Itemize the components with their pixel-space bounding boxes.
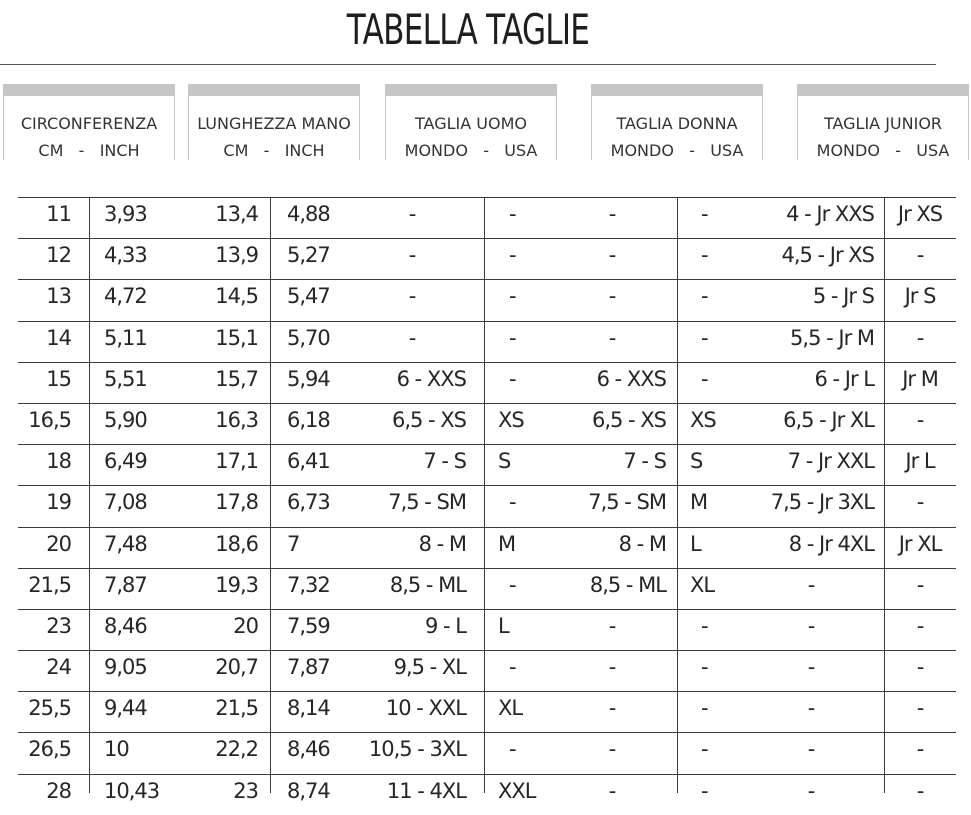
header-taglia-donna xyxy=(591,84,763,160)
cell-lunghezza-inch: 5,70 xyxy=(287,325,330,350)
table-row xyxy=(18,774,956,815)
cell-circonferenza-cm: 19 xyxy=(46,490,71,515)
page-title: TABELLA TAGLIE xyxy=(346,5,590,54)
cell-uomo-mondo: 6 - XXS xyxy=(396,366,466,391)
cell-lunghezza-cm: 21,5 xyxy=(215,696,258,721)
cell-circonferenza-inch: 8,46 xyxy=(104,613,147,638)
size-table xyxy=(18,197,956,815)
cell-uomo-mondo: - xyxy=(408,325,416,350)
cell-lunghezza-cm: 13,9 xyxy=(215,243,258,268)
cell-uomo-mondo: 11 - 4XL xyxy=(386,778,466,803)
cell-junior-mondo: - xyxy=(807,613,815,638)
cell-lunghezza-inch: 4,88 xyxy=(287,202,330,226)
cell-junior-mondo: 7,5 - Jr 3XL xyxy=(770,490,874,515)
cell-junior-mondo: 4 - Jr XXS xyxy=(786,202,874,226)
cell-donna-usa: - xyxy=(701,366,708,391)
cell-circonferenza-inch: 7,08 xyxy=(104,490,147,515)
cell-donna-mondo: - xyxy=(608,284,616,309)
cell-uomo-usa: - xyxy=(509,490,516,515)
cell-junior-mondo: 6 - Jr L xyxy=(814,366,874,391)
cell-uomo-usa: - xyxy=(509,243,516,268)
header-circonferenza xyxy=(3,84,175,160)
cell-junior-mondo: - xyxy=(807,778,815,803)
header-units: CM - INCH xyxy=(38,141,140,160)
cell-junior-mondo: 6,5 - Jr XL xyxy=(783,407,874,432)
header-bar xyxy=(797,84,969,96)
cell-uomo-usa: - xyxy=(509,655,516,680)
cell-donna-usa: - xyxy=(701,325,708,350)
header-taglia-junior xyxy=(797,84,969,160)
table-row xyxy=(18,732,956,773)
table-row xyxy=(18,321,956,362)
cell-junior-usa: - xyxy=(916,655,924,680)
table-row xyxy=(18,279,956,320)
cell-lunghezza-inch: 8,46 xyxy=(287,737,330,762)
header-units: MONDO - USA xyxy=(610,141,744,160)
cell-junior-usa: - xyxy=(916,613,924,638)
cell-junior-usa: Jr M xyxy=(902,366,938,391)
cell-donna-mondo: 7,5 - SM xyxy=(588,490,666,515)
cell-uomo-mondo: 7,5 - SM xyxy=(388,490,466,515)
table-row xyxy=(18,197,956,238)
cell-donna-usa: - xyxy=(701,737,708,762)
cell-junior-usa: - xyxy=(916,737,924,762)
cell-circonferenza-inch: 6,49 xyxy=(104,449,147,474)
cell-circonferenza-inch: 7,87 xyxy=(104,572,147,597)
cell-lunghezza-cm: 22,2 xyxy=(215,737,258,762)
cell-lunghezza-cm: 15,7 xyxy=(215,366,258,391)
header-units: CM - INCH xyxy=(223,141,325,160)
table-row xyxy=(18,362,956,403)
header-lunghezza-mano xyxy=(188,84,360,160)
cell-donna-usa: XS xyxy=(690,407,716,432)
cell-donna-mondo: 6 - XXS xyxy=(596,366,666,391)
cell-donna-usa: - xyxy=(701,778,708,803)
cell-junior-usa: - xyxy=(916,572,924,597)
cell-donna-usa: - xyxy=(701,202,708,226)
cell-lunghezza-cm: 13,4 xyxy=(215,202,258,226)
cell-donna-usa: - xyxy=(701,696,708,721)
cell-junior-mondo: 5 - Jr S xyxy=(812,284,874,309)
cell-junior-mondo: - xyxy=(807,696,815,721)
cell-donna-mondo: - xyxy=(608,613,616,638)
cell-circonferenza-inch: 10 xyxy=(104,737,129,762)
cell-uomo-mondo: 9,5 - XL xyxy=(393,655,466,680)
cell-lunghezza-inch: 8,74 xyxy=(287,778,330,803)
cell-junior-usa: - xyxy=(916,407,924,432)
cell-circonferenza-inch: 5,90 xyxy=(104,407,147,432)
header-bar xyxy=(188,84,360,96)
header-title: TAGLIA JUNIOR xyxy=(823,114,943,133)
cell-lunghezza-cm: 23 xyxy=(233,778,258,803)
cell-lunghezza-inch: 6,41 xyxy=(287,449,330,474)
cell-circonferenza-cm: 14 xyxy=(46,325,71,350)
cell-uomo-mondo: - xyxy=(408,284,416,309)
cell-lunghezza-inch: 6,73 xyxy=(287,490,330,515)
cell-uomo-mondo: - xyxy=(408,243,416,268)
cell-junior-usa: Jr L xyxy=(905,449,935,474)
cell-uomo-usa: - xyxy=(509,572,516,597)
cell-circonferenza-cm: 20 xyxy=(46,531,71,556)
cell-junior-mondo: 4,5 - Jr XS xyxy=(781,243,874,268)
table-row xyxy=(18,403,956,444)
cell-uomo-mondo: 10 - XXL xyxy=(385,696,466,721)
cell-junior-mondo: - xyxy=(807,572,815,597)
cell-lunghezza-inch: 5,47 xyxy=(287,284,330,309)
cell-donna-mondo: - xyxy=(608,202,616,226)
header-title: TAGLIA DONNA xyxy=(616,114,738,133)
title-divider xyxy=(0,64,936,65)
header-units: MONDO - USA xyxy=(404,141,538,160)
cell-circonferenza-inch: 5,51 xyxy=(104,366,147,391)
cell-circonferenza-inch: 5,11 xyxy=(104,325,147,350)
cell-circonferenza-inch: 3,93 xyxy=(104,202,147,226)
cell-circonferenza-cm: 26,5 xyxy=(28,737,71,762)
cell-donna-usa: - xyxy=(701,613,708,638)
cell-lunghezza-inch: 5,94 xyxy=(287,366,330,391)
cell-circonferenza-cm: 25,5 xyxy=(28,696,71,721)
cell-donna-mondo: - xyxy=(608,737,616,762)
cell-uomo-usa: M xyxy=(498,531,516,556)
cell-lunghezza-cm: 17,8 xyxy=(215,490,258,515)
cell-donna-mondo: - xyxy=(608,655,616,680)
cell-uomo-mondo: 7 - S xyxy=(423,449,466,474)
cell-lunghezza-cm: 14,5 xyxy=(215,284,258,309)
table-row xyxy=(18,527,956,568)
cell-uomo-usa: - xyxy=(509,325,516,350)
cell-junior-mondo: 5,5 - Jr M xyxy=(790,325,874,350)
cell-donna-usa: XL xyxy=(690,572,715,597)
cell-circonferenza-cm: 18 xyxy=(46,449,71,474)
cell-circonferenza-cm: 13 xyxy=(46,284,71,309)
cell-circonferenza-inch: 7,48 xyxy=(104,531,147,556)
header-title: CIRCONFERENZA xyxy=(20,114,158,133)
header-units: MONDO - USA xyxy=(816,141,950,160)
cell-circonferenza-inch: 9,44 xyxy=(104,696,147,721)
cell-uomo-usa: - xyxy=(509,366,516,391)
cell-donna-usa: M xyxy=(690,490,708,515)
cell-junior-usa: Jr XS xyxy=(897,202,943,226)
cell-lunghezza-inch: 7 xyxy=(287,531,300,556)
table-row xyxy=(18,485,956,526)
cell-lunghezza-cm: 17,1 xyxy=(215,449,258,474)
cell-donna-usa: S xyxy=(690,449,703,474)
table-row xyxy=(18,650,956,691)
cell-circonferenza-cm: 11 xyxy=(46,202,71,226)
cell-lunghezza-inch: 7,32 xyxy=(287,572,330,597)
cell-circonferenza-inch: 9,05 xyxy=(104,655,147,680)
cell-donna-mondo: - xyxy=(608,325,616,350)
cell-lunghezza-cm: 18,6 xyxy=(215,531,258,556)
cell-uomo-mondo: 9 - L xyxy=(425,613,466,638)
header-bar xyxy=(385,84,557,96)
cell-junior-usa: - xyxy=(916,778,924,803)
cell-junior-usa: - xyxy=(916,325,924,350)
cell-lunghezza-inch: 7,59 xyxy=(287,613,330,638)
header-taglia-uomo xyxy=(385,84,557,160)
cell-lunghezza-inch: 6,18 xyxy=(287,407,330,432)
cell-junior-usa: Jr XL xyxy=(898,531,942,556)
cell-lunghezza-cm: 16,3 xyxy=(215,407,258,432)
cell-lunghezza-inch: 7,87 xyxy=(287,655,330,680)
cell-uomo-usa: - xyxy=(509,284,516,309)
cell-uomo-mondo: 6,5 - XS xyxy=(391,407,466,432)
cell-donna-usa: L xyxy=(690,531,701,556)
cell-lunghezza-inch: 8,14 xyxy=(287,696,330,721)
cell-uomo-mondo: 8,5 - ML xyxy=(389,572,466,597)
cell-junior-usa: - xyxy=(916,243,924,268)
cell-junior-usa: Jr S xyxy=(904,284,936,309)
cell-uomo-usa: - xyxy=(509,737,516,762)
cell-circonferenza-inch: 10,43 xyxy=(104,778,160,803)
header-bar xyxy=(3,84,175,96)
cell-uomo-mondo: - xyxy=(408,202,416,226)
cell-junior-usa: - xyxy=(916,490,924,515)
cell-donna-mondo: 8,5 - ML xyxy=(589,572,666,597)
cell-circonferenza-cm: 15 xyxy=(46,366,71,391)
cell-uomo-usa: - xyxy=(509,202,516,226)
cell-circonferenza-cm: 12 xyxy=(46,243,71,268)
cell-donna-usa: - xyxy=(701,243,708,268)
cell-uomo-usa: XXL xyxy=(498,778,536,803)
table-row xyxy=(18,691,956,732)
cell-junior-mondo: - xyxy=(807,655,815,680)
cell-donna-mondo: 6,5 - XS xyxy=(591,407,666,432)
cell-lunghezza-cm: 20 xyxy=(233,613,258,638)
cell-junior-mondo: 7 - Jr XXL xyxy=(787,449,874,474)
cell-uomo-usa: L xyxy=(498,613,509,638)
header-title: LUNGHEZZA MANO xyxy=(197,114,351,133)
cell-uomo-usa: XL xyxy=(498,696,523,721)
cell-junior-mondo: 8 - Jr 4XL xyxy=(788,531,874,556)
cell-junior-usa: - xyxy=(916,696,924,721)
cell-circonferenza-cm: 23 xyxy=(46,613,71,638)
cell-uomo-usa: XS xyxy=(498,407,524,432)
cell-donna-usa: - xyxy=(701,284,708,309)
table-row xyxy=(18,444,956,485)
cell-circonferenza-cm: 24 xyxy=(46,655,71,680)
header-title: TAGLIA UOMO xyxy=(415,114,527,133)
cell-lunghezza-cm: 19,3 xyxy=(215,572,258,597)
cell-uomo-usa: S xyxy=(498,449,511,474)
cell-donna-mondo: - xyxy=(608,778,616,803)
table-row xyxy=(18,609,956,650)
cell-uomo-mondo: 10,5 - 3XL xyxy=(368,737,466,762)
cell-circonferenza-inch: 4,33 xyxy=(104,243,147,268)
cell-circonferenza-cm: 16,5 xyxy=(28,407,71,432)
cell-circonferenza-cm: 28 xyxy=(46,778,71,803)
cell-donna-mondo: - xyxy=(608,243,616,268)
cell-donna-usa: - xyxy=(701,655,708,680)
cell-donna-mondo: 7 - S xyxy=(623,449,666,474)
cell-donna-mondo: - xyxy=(608,696,616,721)
cell-lunghezza-inch: 5,27 xyxy=(287,243,330,268)
table-row xyxy=(18,568,956,609)
cell-uomo-mondo: 8 - M xyxy=(418,531,466,556)
cell-lunghezza-cm: 15,1 xyxy=(215,325,258,350)
cell-donna-mondo: 8 - M xyxy=(618,531,666,556)
cell-lunghezza-cm: 20,7 xyxy=(215,655,258,680)
header-bar xyxy=(591,84,763,96)
cell-junior-mondo: - xyxy=(807,737,815,762)
table-row xyxy=(18,238,956,279)
cell-circonferenza-inch: 4,72 xyxy=(104,284,147,309)
cell-circonferenza-cm: 21,5 xyxy=(28,572,71,597)
